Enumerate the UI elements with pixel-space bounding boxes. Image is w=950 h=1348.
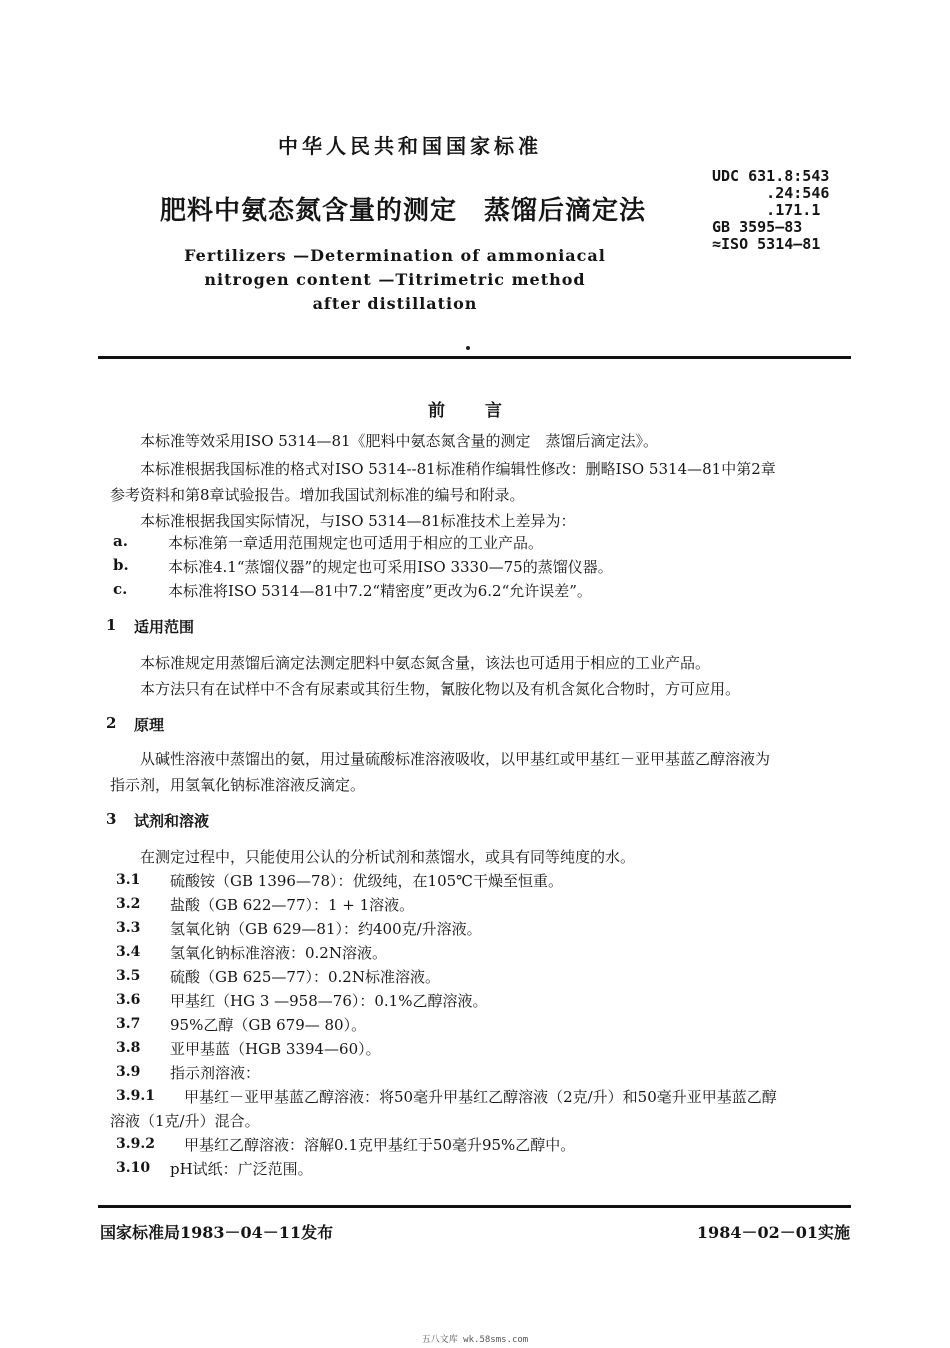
clause-text: 硫酸铵（GB 1396—78）：优级纯，在105℃干燥至恒重。: [170, 872, 563, 890]
subclause-text: 甲基红乙醇溶液：溶解0.1克甲基红于50毫升95%乙醇中。: [184, 1136, 576, 1154]
iso-equivalent: ≈ISO 5314—81: [712, 235, 821, 253]
udc-line: .171.1: [712, 201, 821, 219]
clause-number: 3.3: [116, 920, 141, 936]
clause-number: 3.7: [116, 1016, 141, 1032]
section-title: 原理: [134, 716, 165, 734]
title-en-line: nitrogen content —Titrimetric method: [204, 270, 586, 289]
clause-number: 3.8: [116, 1040, 141, 1056]
clause-number: 3.1: [116, 872, 141, 888]
clause-number: 3.10: [116, 1160, 151, 1176]
section-paragraph-cont: 指示剂，用氢氧化钠标准溶液反滴定。: [110, 776, 366, 794]
clause-text: 硫酸（GB 625—77）：0.2N标准溶液。: [170, 968, 440, 986]
document-title-en: [170, 244, 620, 316]
section-paragraph: 在测定过程中，只能使用公认的分析试剂和蒸馏水，或具有同等纯度的水。: [140, 848, 636, 866]
udc-code-block: [712, 168, 829, 253]
subclause-text-cont: 溶液（1克/升）混合。: [110, 1112, 260, 1130]
section-paragraph: 本方法只有在试样中不含有尿素或其衍生物，氰胺化物以及有机含氮化合物时，方可应用。: [140, 680, 741, 698]
udc-line: .24:546: [712, 184, 830, 202]
bottom-divider: [98, 1205, 851, 1208]
clause-text: 甲基红（HG 3 —958—76）：0.1%乙醇溶液。: [170, 992, 488, 1010]
subclause-number: 3.9.2: [116, 1136, 155, 1152]
subclause-text: 甲基红－亚甲基蓝乙醇溶液：将50毫升甲基红乙醇溶液（2克/升）和50毫升亚甲基蓝乙醇: [184, 1088, 777, 1106]
list-item-label: b.: [113, 556, 129, 574]
national-standard-title: 中华人民共和国国家标准: [278, 134, 542, 158]
clause-text: 氢氧化钠标准溶液：0.2N溶液。: [170, 944, 387, 962]
clause-number: 3.9: [116, 1064, 141, 1080]
list-item-text: 本标准第一章适用范围规定也可适用于相应的工业产品。: [168, 534, 544, 552]
list-item-label: c.: [113, 580, 128, 598]
list-item-text: 本标准4.1“蒸馏仪器”的规定也可采用ISO 3330—75的蒸馏仪器。: [168, 558, 613, 576]
gb-number: GB 3595—83: [712, 218, 803, 236]
issue-date: 国家标准局1983－04－11发布: [100, 1223, 334, 1242]
clause-text: 亚甲基蓝（HGB 3394—60）。: [170, 1040, 381, 1058]
foreword-paragraph: 本标准根据我国标准的格式对ISO 5314--81标准稍作编辑性修改：删略ISO 5314—81中第2章: [140, 460, 776, 478]
clause-number: 3.2: [116, 896, 141, 912]
section-title: 试剂和溶液: [134, 812, 210, 830]
clause-text: 95%乙醇（GB 679— 80）。: [170, 1016, 367, 1034]
clause-text: pH试纸：广泛范围。: [170, 1160, 313, 1178]
foreword-heading: 前言: [428, 401, 542, 421]
decorative-dot: [466, 346, 470, 350]
clause-number: 3.4: [116, 944, 141, 960]
section-paragraph: 从碱性溶液中蒸馏出的氨，用过量硫酸标准溶液吸收，以甲基红或甲基红－亚甲基蓝乙醇溶液为: [140, 750, 771, 768]
effective-date: 1984－02－01实施: [696, 1223, 850, 1242]
clause-text: 氢氧化钠（GB 629—81）：约400克/升溶液。: [170, 920, 482, 938]
foreword-paragraph: 本标准根据我国实际情况，与ISO 5314—81标准技术上差异为：: [140, 512, 576, 530]
section-title: 适用范围: [134, 618, 195, 636]
document-title-cn: 肥料中氨态氮含量的测定 蒸馏后滴定法: [160, 196, 647, 226]
clause-number: 3.6: [116, 992, 141, 1008]
clause-text: 指示剂溶液：: [170, 1064, 261, 1082]
list-item-label: a.: [113, 532, 128, 550]
section-number: 1: [106, 616, 117, 634]
section-number: 3: [106, 810, 117, 828]
clause-number: 3.5: [116, 968, 141, 984]
subclause-number: 3.9.1: [116, 1088, 155, 1104]
section-paragraph: 本标准规定用蒸馏后滴定法测定肥料中氨态氮含量，该法也可适用于相应的工业产品。: [140, 654, 711, 672]
title-en-line: Fertilizers —Determination of ammoniacal: [184, 246, 606, 265]
clause-text: 盐酸（GB 622—77）：1 + 1溶液。: [170, 896, 415, 914]
foreword-paragraph-cont: 参考资料和第8章试验报告。增加我国试剂标准的编号和附录。: [110, 486, 525, 504]
watermark: 五八文库 wk.58sms.com: [421, 1335, 529, 1345]
list-item-text: 本标准将ISO 5314—81中7.2“精密度”更改为6.2“允许误差”。: [168, 582, 592, 600]
top-divider: [98, 356, 851, 359]
title-en-line: after distillation: [312, 294, 478, 313]
udc-line: UDC 631.8:543: [712, 167, 830, 185]
section-number: 2: [106, 714, 117, 732]
foreword-paragraph: 本标准等效采用ISO 5314—81《肥料中氨态氮含量的测定 蒸馏后滴定法》。: [140, 432, 659, 450]
